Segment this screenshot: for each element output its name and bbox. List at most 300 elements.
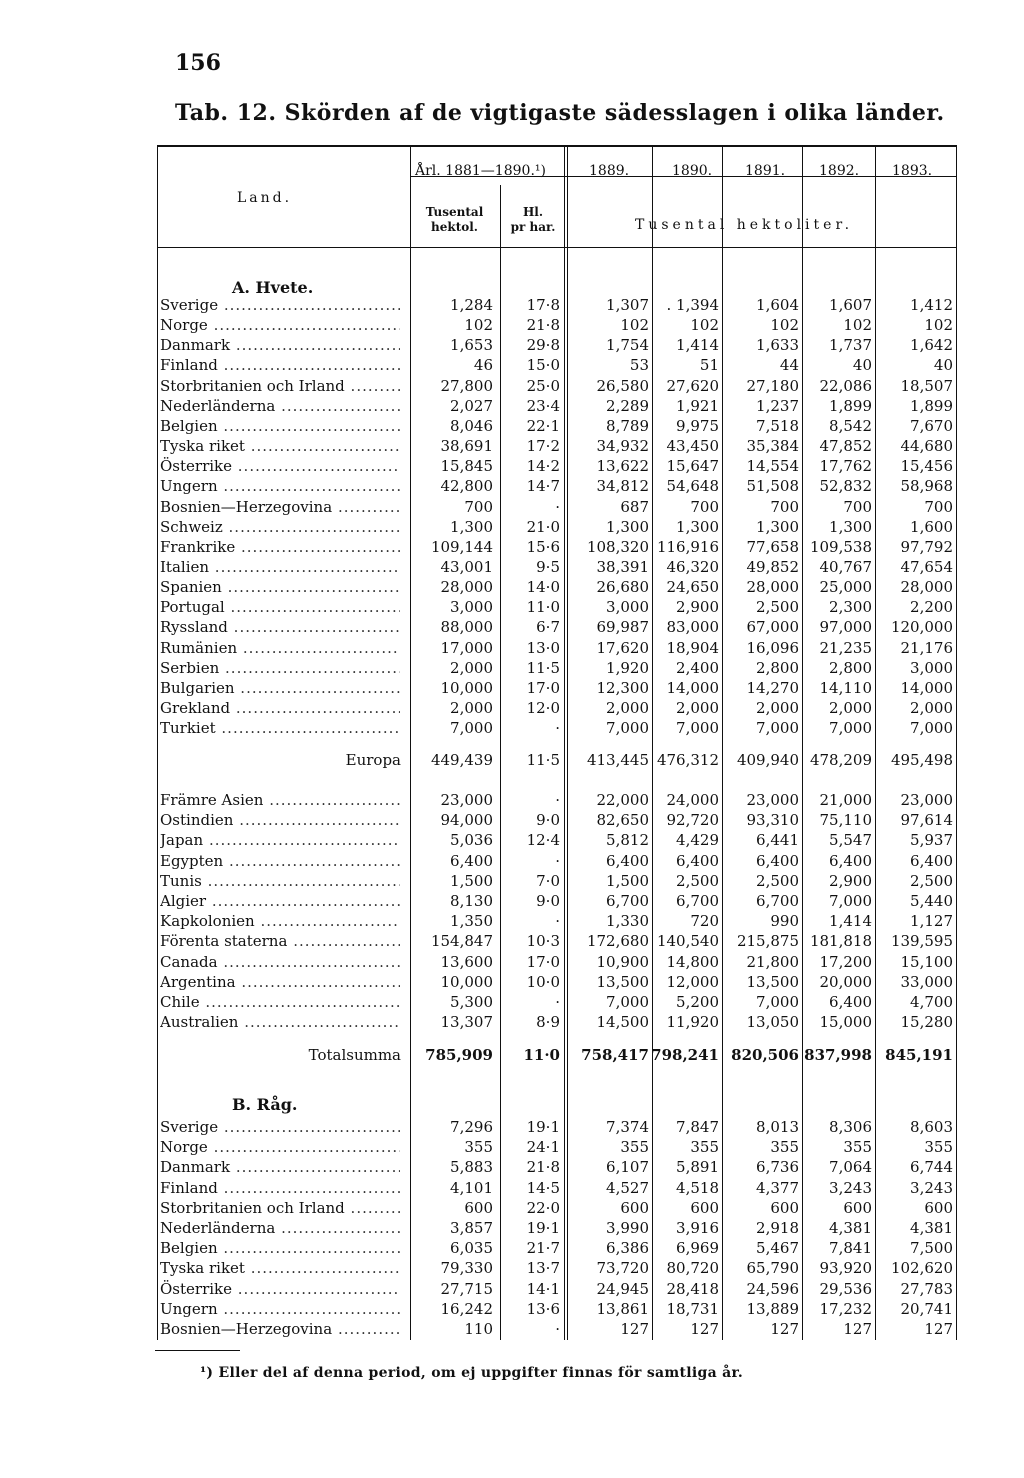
table-row (157, 638, 957, 658)
table-row (157, 952, 957, 972)
country-name: Ostindien ..... (160, 810, 400, 830)
country-name: Sverige ..... (160, 1117, 400, 1137)
table-row (157, 911, 957, 931)
table-cell: 34,932 (596, 437, 649, 456)
table-cell: 49,852 (746, 557, 799, 576)
table-cell: 102,620 (890, 1259, 953, 1278)
table-cell: 22·1 (526, 416, 560, 435)
country-name: Schweiz ..... (160, 517, 400, 537)
table-cell: 46 (473, 356, 493, 375)
table-row (157, 992, 957, 1012)
table-cell: 1,642 (910, 336, 953, 355)
table-cell: 2,900 (829, 871, 872, 890)
table-row (157, 557, 957, 577)
table-cell: 13,500 (746, 972, 799, 991)
table-cell: 5,467 (756, 1239, 799, 1258)
table-cell: 10,900 (596, 952, 649, 971)
table-cell: 600 (464, 1198, 493, 1217)
table-row (157, 1319, 957, 1339)
table-cell: 27,783 (900, 1279, 953, 1298)
table-cell: 1,653 (450, 336, 493, 355)
table-cell: 88,000 (440, 618, 493, 637)
table-row (157, 972, 957, 992)
country-name: Bulgarien ..... (160, 678, 400, 698)
table-cell: 600 (924, 1198, 953, 1217)
table-cell: 600 (690, 1198, 719, 1217)
table-cell: 6,700 (606, 892, 649, 910)
table-cell: 700 (464, 497, 493, 516)
table-cell: 7,000 (829, 719, 872, 738)
table-cell: 22,086 (819, 376, 872, 395)
table-cell: 6,736 (756, 1158, 799, 1177)
table-cell: 15,000 (819, 1013, 872, 1032)
table-row (157, 295, 957, 315)
table-cell: 24,000 (666, 791, 719, 809)
table-cell: 127 (770, 1320, 799, 1338)
harvest-table (157, 145, 957, 1340)
table-row (157, 1178, 957, 1198)
table-row (157, 436, 957, 456)
table-cell: 1,899 (910, 396, 953, 415)
table-top-rule (157, 145, 957, 147)
table-cell: 127 (924, 1320, 953, 1338)
table-cell: 6,386 (606, 1239, 649, 1258)
table-cell: 700 (690, 497, 719, 516)
table-cell: 700 (770, 497, 799, 516)
table-row (157, 1137, 957, 1157)
table-row (157, 355, 957, 375)
table-cell: 1,633 (756, 336, 799, 355)
header-year-1889: 1889. (589, 163, 630, 179)
country-name: Italien ..... (160, 557, 400, 577)
table-cell: 109,144 (430, 537, 493, 556)
table-cell: 1,607 (829, 296, 872, 314)
table-cell: 20,741 (900, 1299, 953, 1318)
table-cell: 15·0 (526, 356, 560, 375)
country-name: Tunis ..... (160, 871, 400, 891)
table-cell: 17,620 (596, 638, 649, 657)
table-cell: 13,307 (440, 1013, 493, 1032)
table-cell: 83,000 (666, 618, 719, 637)
table-row (157, 617, 957, 637)
table-cell: 700 (924, 497, 953, 516)
table-cell: 27,180 (746, 376, 799, 395)
table-cell: 23,000 (746, 791, 799, 809)
table-cell: 102 (620, 316, 649, 335)
table-cell: 7,000 (606, 719, 649, 738)
table-cell: 97,792 (900, 537, 953, 556)
country-name: Ungern ..... (160, 1299, 400, 1319)
table-cell: 108,320 (586, 537, 649, 556)
table-cell: · (555, 993, 560, 1011)
table-cell: 2,000 (606, 699, 649, 717)
table-cell: 15,280 (900, 1013, 953, 1032)
table-cell: 820,506 (731, 1046, 799, 1064)
table-cell: 409,940 (736, 751, 799, 769)
table-cell: 1,284 (450, 296, 493, 314)
footnote-rule (155, 1350, 240, 1351)
table-cell: 837,998 (804, 1046, 872, 1064)
table-cell: 7,374 (606, 1118, 649, 1136)
table-cell: 77,658 (746, 537, 799, 556)
table-cell: 23,000 (900, 791, 953, 809)
table-cell: 12,000 (666, 972, 719, 991)
table-cell: 33,000 (900, 972, 953, 991)
table-row (157, 1258, 957, 1278)
table-cell: 14,000 (900, 678, 953, 697)
country-name: Portugal ..... (160, 597, 400, 617)
table-cell: 52,832 (819, 477, 872, 496)
table-cell: 21·7 (526, 1239, 560, 1258)
table-cell: 600 (620, 1198, 649, 1217)
table-cell: 4,429 (676, 831, 719, 850)
table-cell: 46,320 (666, 557, 719, 576)
table-cell: 1,300 (450, 517, 493, 536)
country-name: Danmark ..... (160, 1157, 400, 1177)
table-cell: 15,456 (900, 457, 953, 476)
table-cell: 24·1 (526, 1138, 560, 1157)
table-cell: 94,000 (440, 811, 493, 830)
table-cell: 11·5 (526, 658, 560, 677)
table-row (157, 335, 957, 355)
table-cell: 29·8 (526, 336, 560, 355)
table-cell: 1,899 (829, 396, 872, 415)
table-cell: 2,000 (910, 699, 953, 717)
table-cell: 9·0 (536, 811, 560, 830)
table-cell: 15,647 (666, 457, 719, 476)
table-cell: 22,000 (596, 791, 649, 809)
table-cell: 8,130 (450, 892, 493, 910)
country-name: Främre Asien ..... (160, 790, 400, 810)
country-name: Spanien ..... (160, 577, 400, 597)
table-cell: 11·5 (526, 751, 560, 769)
table-cell: 687 (620, 497, 649, 516)
table-cell: 6,107 (606, 1158, 649, 1177)
table-row (157, 891, 957, 911)
table-cell: 13·0 (526, 638, 560, 657)
table-cell: 17,200 (819, 952, 872, 971)
table-cell: 23·4 (526, 396, 560, 415)
table-cell: 16,242 (440, 1299, 493, 1318)
table-cell: 73,720 (596, 1259, 649, 1278)
table-cell: 6,400 (606, 851, 649, 870)
table-cell: 44 (779, 356, 799, 375)
table-cell: 8,013 (756, 1118, 799, 1136)
table-cell: 3,000 (606, 598, 649, 617)
table-cell: 2,800 (829, 658, 872, 677)
table-cell: 7,000 (676, 719, 719, 738)
country-name: Österrike ..... (160, 1279, 400, 1299)
country-name: Tyska riket ..... (160, 1258, 400, 1278)
table-cell: 5,547 (829, 831, 872, 850)
country-name: Chile ..... (160, 992, 400, 1012)
table-cell: 355 (843, 1138, 872, 1157)
table-cell: 720 (690, 912, 719, 931)
table-cell: 102 (690, 316, 719, 335)
table-cell: 700 (843, 497, 872, 516)
table-cell: 47,852 (819, 437, 872, 456)
table-cell: 17·0 (526, 678, 560, 697)
country-name: Kapkolonien ..... (160, 911, 400, 931)
table-cell: 2,289 (606, 396, 649, 415)
table-cell: 28,000 (900, 578, 953, 597)
header-hl-pr-har (502, 205, 564, 235)
table-cell: 7,847 (676, 1118, 719, 1136)
table-row (157, 456, 957, 476)
table-cell: 4,518 (676, 1178, 719, 1197)
table-cell: 8,542 (829, 416, 872, 435)
table-cell: 600 (843, 1198, 872, 1217)
country-name: Norge ..... (160, 315, 400, 335)
table-cell: 758,417 (581, 1046, 649, 1064)
table-cell: 51,508 (746, 477, 799, 496)
table-cell: 80,720 (666, 1259, 719, 1278)
table-cell: 21,800 (746, 952, 799, 971)
table-cell: 9,975 (676, 416, 719, 435)
table-cell: 54,648 (666, 477, 719, 496)
table-cell: 21·0 (526, 517, 560, 536)
table-cell: 93,920 (819, 1259, 872, 1278)
table-cell: 6,700 (756, 892, 799, 910)
section-heading: A. Hvete. (232, 278, 314, 297)
table-cell: 2,027 (450, 396, 493, 415)
table-row (157, 597, 957, 617)
table-cell: 2,000 (450, 658, 493, 677)
header-rule (157, 247, 957, 248)
table-cell: 6,700 (676, 892, 719, 910)
table-cell: 28,000 (440, 578, 493, 597)
table-cell: 2,200 (910, 598, 953, 617)
total-row (157, 1045, 957, 1065)
table-cell: 495,498 (890, 751, 953, 769)
table-cell: 127 (843, 1320, 872, 1338)
table-cell: 6·7 (536, 618, 560, 637)
country-name: Ryssland ..... (160, 617, 400, 637)
table-cell: 6,441 (756, 831, 799, 850)
table-cell: 154,847 (430, 932, 493, 951)
header-year-1893: 1893. (892, 163, 933, 179)
table-cell: 14·0 (526, 578, 560, 597)
table-cell: 38,391 (596, 557, 649, 576)
table-cell: 17,000 (440, 638, 493, 657)
table-cell: 19·1 (526, 1118, 560, 1136)
table-row (157, 830, 957, 850)
table-cell: 355 (620, 1138, 649, 1157)
table-cell: 44,680 (900, 437, 953, 456)
table-cell: 14·1 (526, 1279, 560, 1298)
table-cell: 43,450 (666, 437, 719, 456)
table-cell: 20,000 (819, 972, 872, 991)
table-cell: · (555, 851, 560, 870)
country-name: Egypten ..... (160, 851, 400, 871)
table-cell: 8,603 (910, 1118, 953, 1136)
table-cell: 5,812 (606, 831, 649, 850)
table-row (157, 396, 957, 416)
table-cell: 27,715 (440, 1279, 493, 1298)
table-cell: 2,400 (676, 658, 719, 677)
table-cell: 2,500 (676, 871, 719, 890)
table-cell: 5,937 (910, 831, 953, 850)
table-cell: 2,500 (756, 871, 799, 890)
table-cell: 27,620 (666, 376, 719, 395)
table-cell: 3,243 (829, 1178, 872, 1197)
table-cell: 6,400 (450, 851, 493, 870)
table-cell: 2,000 (829, 699, 872, 717)
country-name: Nederländerna ..... (160, 1218, 400, 1238)
table-cell: 47,654 (900, 557, 953, 576)
header-hektol: hektol. (431, 220, 478, 234)
table-cell: 10,000 (440, 972, 493, 991)
table-cell: 40,767 (819, 557, 872, 576)
table-cell: · (555, 497, 560, 516)
table-cell: 7,670 (910, 416, 953, 435)
table-cell: 21,176 (900, 638, 953, 657)
table-row (157, 315, 957, 335)
sum-label: Totalsumma (308, 1046, 401, 1064)
table-cell: 215,875 (736, 932, 799, 951)
table-cell: 92,720 (666, 811, 719, 830)
country-name: Tyska riket ..... (160, 436, 400, 456)
table-cell: 5,891 (676, 1158, 719, 1177)
table-cell: 798,241 (651, 1046, 719, 1064)
table-row (157, 851, 957, 871)
table-cell: 7,000 (756, 993, 799, 1011)
table-cell: 19·1 (526, 1219, 560, 1237)
table-cell: 17,232 (819, 1299, 872, 1318)
table-cell: 17·2 (526, 437, 560, 456)
table-cell: 990 (770, 912, 799, 931)
header-land: Land. (237, 190, 293, 206)
table-cell: 11·0 (523, 1046, 560, 1064)
table-cell: 4,381 (829, 1219, 872, 1237)
table-cell: 13,889 (746, 1299, 799, 1318)
table-row (157, 1299, 957, 1319)
table-cell: 14,110 (819, 678, 872, 697)
country-name: Storbritanien och Irland ..... (160, 1198, 400, 1218)
table-cell: 42,800 (440, 477, 493, 496)
table-cell: 8,306 (829, 1118, 872, 1136)
table-row (157, 476, 957, 496)
table-cell: 5,300 (450, 993, 493, 1011)
table-cell: 18,507 (900, 376, 953, 395)
table-cell: 17·8 (526, 296, 560, 314)
table-row (157, 497, 957, 517)
table-cell: 4,527 (606, 1178, 649, 1197)
country-name: Turkiet ..... (160, 718, 400, 738)
table-cell: 3,000 (910, 658, 953, 677)
table-cell: 14,000 (666, 678, 719, 697)
table-cell: 102 (924, 316, 953, 335)
table-cell: 109,538 (809, 537, 872, 556)
table-cell: 8·9 (536, 1013, 560, 1032)
table-cell: 97,614 (900, 811, 953, 830)
country-name: Bosnien—Herzegovina ..... (160, 497, 400, 517)
table-cell: 28,000 (746, 578, 799, 597)
table-row (157, 577, 957, 597)
table-cell: 14,500 (596, 1013, 649, 1032)
table-cell: 21,235 (819, 638, 872, 657)
country-name: Grekland ..... (160, 698, 400, 718)
table-cell: 67,000 (746, 618, 799, 637)
table-row (157, 810, 957, 830)
table-cell: 14·5 (526, 1178, 560, 1197)
table-cell: 1,412 (910, 296, 953, 314)
table-cell: 4,700 (910, 993, 953, 1011)
table-cell: 53 (629, 356, 649, 375)
table-cell: 6,400 (829, 851, 872, 870)
header-pr-har: pr har. (510, 220, 556, 234)
table-cell: 14·7 (526, 477, 560, 496)
table-row (157, 790, 957, 810)
table-row (157, 1238, 957, 1258)
table-cell: 43,001 (440, 557, 493, 576)
table-cell: 24,650 (666, 578, 719, 597)
table-cell: 1,300 (829, 517, 872, 536)
table-cell: 1,604 (756, 296, 799, 314)
page-title: Tab. 12. Skörden af de vigtigaste sädesslagen i olika länder. (175, 100, 945, 126)
table-cell: 1,300 (756, 517, 799, 536)
country-name: Österrike ..... (160, 456, 400, 476)
table-cell: · (555, 912, 560, 931)
country-name: Canada ..... (160, 952, 400, 972)
table-cell: 11·0 (526, 598, 560, 617)
table-row (157, 1012, 957, 1032)
table-cell: 1,307 (606, 296, 649, 314)
table-cell: 3,000 (450, 598, 493, 617)
table-cell: 14,800 (666, 952, 719, 971)
table-row (157, 698, 957, 718)
table-cell: 1,350 (450, 912, 493, 931)
table-cell: 15,100 (900, 952, 953, 971)
table-cell: 110 (464, 1320, 493, 1338)
table-cell: 478,209 (809, 751, 872, 769)
header-period: Årl. 1881—1890.¹) (415, 163, 546, 179)
table-cell: 413,445 (586, 751, 649, 769)
table-cell: 600 (770, 1198, 799, 1217)
section-heading: B. Råg. (232, 1095, 298, 1114)
table-cell: 12·0 (526, 699, 560, 717)
table-cell: 7,000 (756, 719, 799, 738)
table-cell: 21·8 (526, 316, 560, 335)
table-cell: 12·4 (526, 831, 560, 850)
table-cell: 13·7 (526, 1259, 560, 1278)
country-name: Australien ..... (160, 1012, 400, 1032)
table-row (157, 1157, 957, 1177)
table-row (157, 1218, 957, 1238)
table-cell: 355 (924, 1138, 953, 1157)
table-cell: 1,237 (756, 396, 799, 415)
table-cell: 9·0 (536, 892, 560, 910)
table-cell: 97,000 (819, 618, 872, 637)
table-cell: 1,754 (606, 336, 649, 355)
table-cell: 7,296 (450, 1118, 493, 1136)
table-cell: 13·6 (526, 1299, 560, 1318)
table-cell: 7,000 (829, 892, 872, 910)
table-cell: 139,595 (890, 932, 953, 951)
table-cell: 102 (770, 316, 799, 335)
country-name: Belgien ..... (160, 416, 400, 436)
header-hl: Hl. (522, 205, 544, 219)
table-cell: 785,909 (425, 1046, 493, 1064)
table-cell: 116,916 (656, 537, 719, 556)
table-cell: 6,035 (450, 1239, 493, 1258)
table-cell: 5,200 (676, 993, 719, 1011)
table-cell: 2,000 (676, 699, 719, 717)
table-cell: 10·3 (526, 932, 560, 951)
table-cell: 1,600 (910, 517, 953, 536)
table-cell: 24,945 (596, 1279, 649, 1298)
table-row (157, 376, 957, 396)
